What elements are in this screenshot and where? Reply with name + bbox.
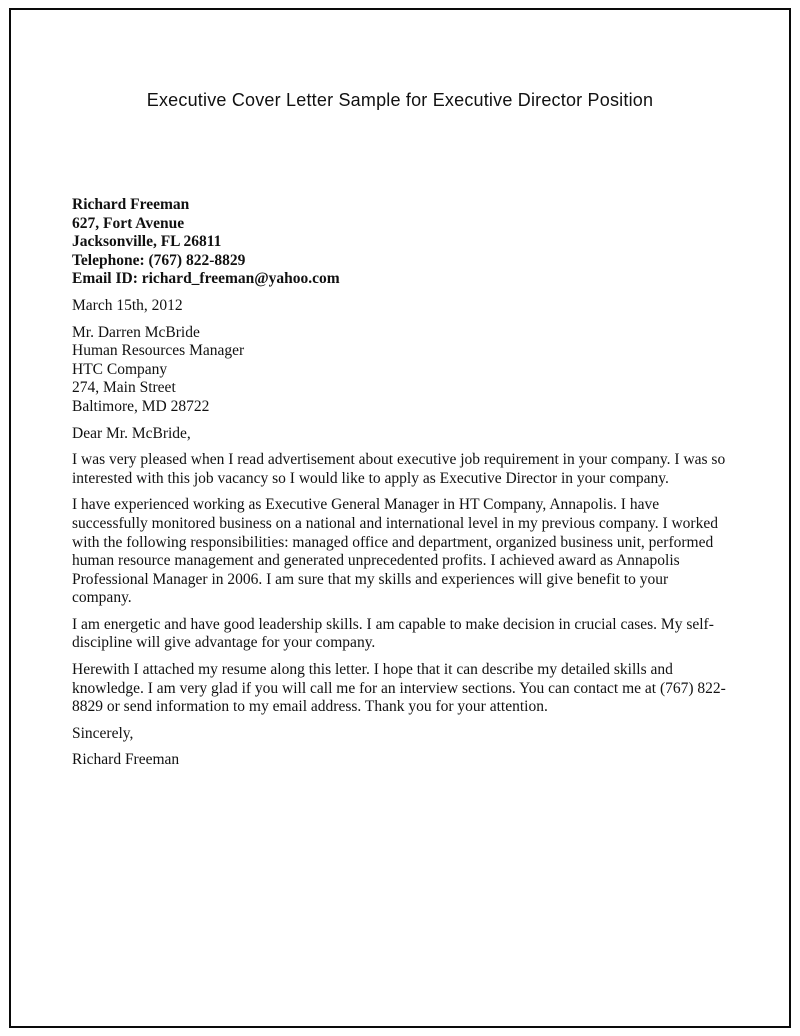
recipient-address-line: 274, Main Street — [72, 379, 176, 397]
closing: Sincerely, — [72, 724, 134, 742]
signature: Richard Freeman — [72, 751, 180, 769]
sender-block — [72, 196, 728, 289]
salutation: Dear Mr. McBride, — [72, 424, 191, 442]
paragraph-3: I am energetic and have good leadership skills. I am capable to make decision in crucial cases. My self-discipline will give advantage for your company. — [72, 615, 714, 652]
recipient-title: Human Resources Manager — [72, 342, 245, 360]
paragraph-1: I was very pleased when I read advertisement about executive job requirement in your company. I was so interested with this job vacancy so I would like to apply as Executive Director in your company. — [72, 451, 726, 487]
document-title: Executive Cover Letter Sample for Executive Director Position — [146, 90, 654, 110]
paragraph-2: I have experienced working as Executive General Manager in HT Company, Annapolis. I have successfully monitored business on a national and international level in my previous company. I worked with the following responsibilities: managed office and department, organized business unit, performed human resource management and generated unprecedented profits. I achieved award as Annapolis Professional Manager in 2006. I am sure that my skills and experiences will give benefit to your company. — [72, 496, 718, 607]
recipient-name: Mr. Darren McBride — [72, 323, 200, 341]
recipient-address-line: Baltimore, MD 28722 — [72, 397, 210, 415]
paragraph-4: Herewith I attached my resume along this letter. I hope that it can describe my detailed skills and knowledge. I am very glad if you will call me for an interview sections. You can contact me at (767) 822-8829 or send information to my email address. Thank you for your attention. — [72, 661, 726, 716]
sender-name: Richard Freeman — [72, 196, 190, 213]
sender-telephone: Telephone: (767) 822-8829 — [72, 251, 246, 269]
recipient-block — [72, 324, 728, 417]
letter-date: March 15th, 2012 — [72, 296, 183, 314]
sender-email: Email ID: richard_freeman@yahoo.com — [72, 270, 340, 288]
recipient-company: HTC Company — [72, 360, 168, 378]
letter-body — [72, 196, 728, 778]
sender-address-line: 627, Fort Avenue — [72, 214, 185, 232]
sender-address-line: Jacksonville, FL 26811 — [72, 233, 222, 251]
